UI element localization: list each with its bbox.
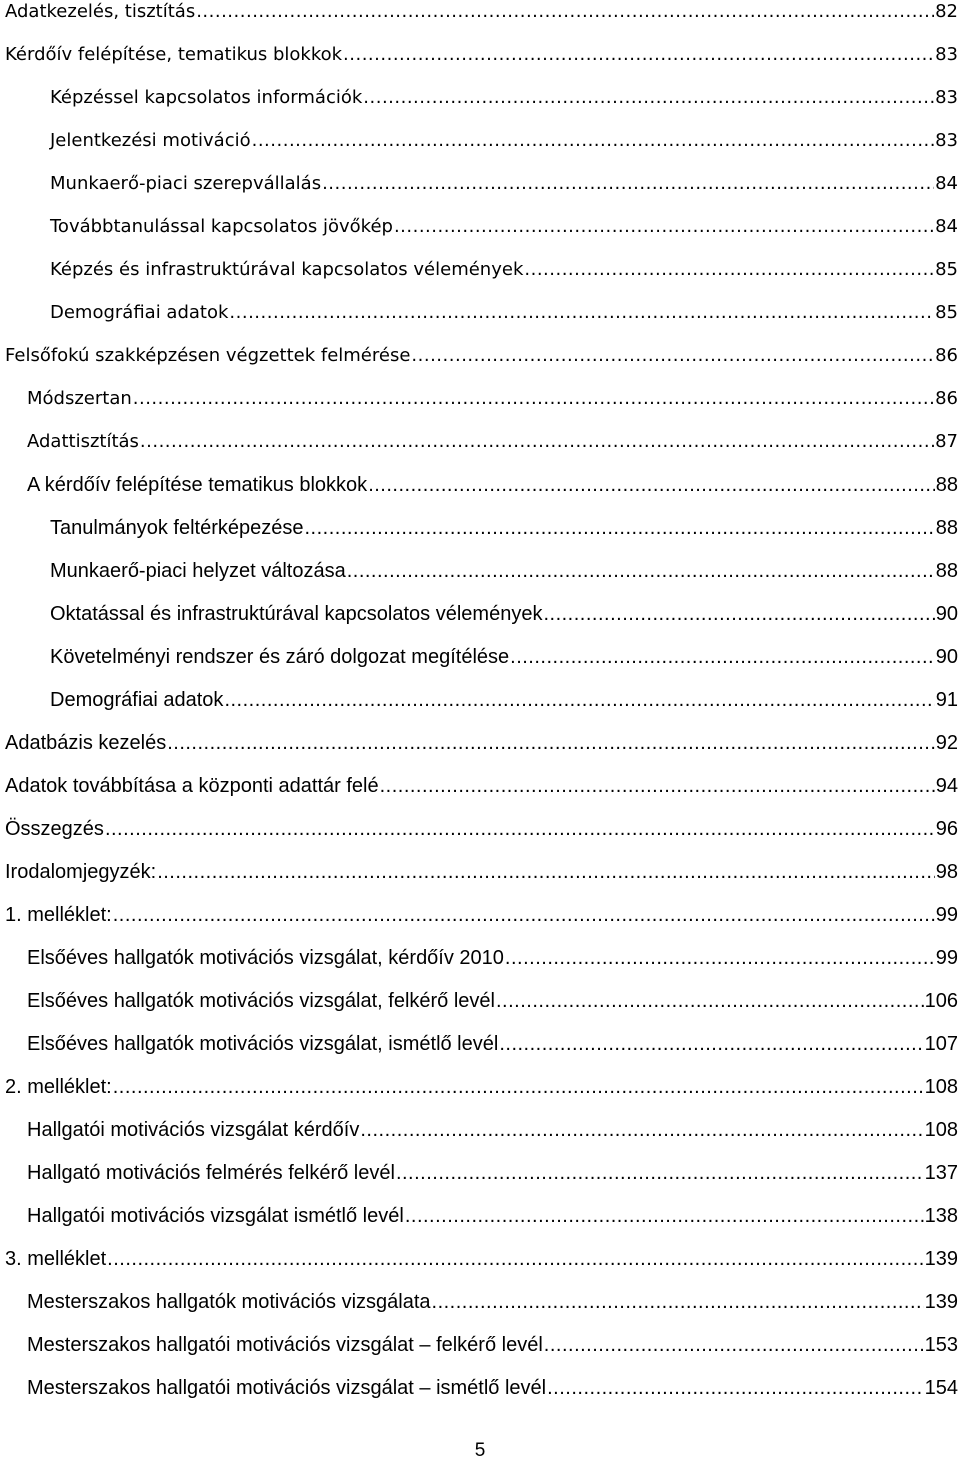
dot-leader [229, 298, 934, 328]
page-number: 5 [474, 1440, 486, 1461]
dot-leader [496, 986, 924, 1016]
dot-leader [224, 685, 934, 715]
dot-leader [167, 728, 935, 758]
toc-entry-title: Módszertan [27, 388, 132, 409]
toc-entry[interactable] [0, 1330, 960, 1360]
toc-entry[interactable] [0, 728, 960, 758]
dot-leader [543, 599, 934, 629]
dot-leader [113, 1072, 924, 1102]
dot-leader [157, 857, 935, 887]
toc-entry-title: Mesterszakos hallgatói motivációs vizsgálat – felkérő levél [27, 1334, 543, 1356]
toc-entry[interactable] [0, 126, 960, 156]
toc-entry-title: Adattisztítás [27, 431, 139, 452]
toc-entry[interactable] [0, 298, 960, 328]
dot-leader [380, 771, 935, 801]
dot-leader [304, 513, 934, 543]
dot-leader [396, 1158, 924, 1188]
toc-entry-title: Hallgatói motivációs vizsgálat kérdőív [27, 1119, 360, 1141]
toc-entry-title: Hallgató motivációs felmérés felkérő levél [27, 1162, 395, 1184]
toc-entry[interactable] [0, 900, 960, 930]
toc-entry-title: Összegzés [5, 818, 104, 840]
toc-entry-title: 1. melléklet: [5, 904, 112, 926]
toc-entry-page: 138 [924, 1205, 958, 1227]
dot-leader [113, 900, 935, 930]
toc-entry[interactable] [0, 427, 960, 457]
toc-entry[interactable] [0, 857, 960, 887]
toc-entry-page: 86 [935, 388, 958, 409]
toc-entry-page: 137 [924, 1162, 958, 1184]
toc-entry-title: Adatbázis kezelés [5, 732, 167, 754]
toc-entry-page: 90 [935, 646, 958, 668]
dot-leader [524, 255, 934, 285]
toc-entry-page: 98 [935, 861, 958, 883]
toc-entry[interactable] [0, 1201, 960, 1231]
toc-entry-title: Elsőéves hallgatók motivációs vizsgálat, ismétlő levél [27, 1033, 499, 1055]
toc-entry[interactable] [0, 0, 960, 27]
toc-entry[interactable] [0, 513, 960, 543]
toc-entry-page: 83 [935, 130, 958, 151]
dot-leader [363, 83, 934, 113]
toc-entry[interactable] [0, 1029, 960, 1059]
toc-entry-title: Tanulmányok feltérképezése [50, 517, 304, 539]
dot-leader [544, 1330, 924, 1360]
toc-entry-page: 106 [924, 990, 958, 1012]
toc-entry[interactable] [0, 599, 960, 629]
dot-leader [107, 1244, 923, 1274]
toc-entry-page: 91 [935, 689, 958, 711]
toc-entry-page: 154 [924, 1377, 958, 1399]
toc-entry-title: Képzéssel kapcsolatos információk [50, 87, 363, 108]
toc-entry-page: 88 [935, 560, 958, 582]
toc-entry-page: 107 [924, 1033, 958, 1055]
toc-entry[interactable] [0, 1115, 960, 1145]
dot-leader [432, 1287, 924, 1317]
toc-entry[interactable] [0, 814, 960, 844]
dot-leader [343, 40, 934, 70]
dot-leader [133, 384, 934, 414]
dot-leader [368, 470, 935, 500]
dot-leader [196, 0, 934, 27]
toc-entry-page: 84 [935, 216, 958, 237]
toc-entry-page: 99 [935, 947, 958, 969]
toc-entry[interactable] [0, 1072, 960, 1102]
dot-leader [505, 943, 935, 973]
toc-entry-title: Felsőfokú szakképzésen végzettek felmérése [5, 345, 411, 366]
toc-entry-title: 2. melléklet: [5, 1076, 112, 1098]
toc-entry-page: 90 [935, 603, 958, 625]
dot-leader [140, 427, 934, 457]
toc-entry-title: Demográfiai adatok [50, 302, 229, 323]
toc-entry[interactable] [0, 642, 960, 672]
toc-entry[interactable] [0, 556, 960, 586]
dot-leader [105, 814, 935, 844]
toc-entry[interactable] [0, 1158, 960, 1188]
dot-leader [405, 1201, 924, 1231]
toc-entry-page: 94 [935, 775, 958, 797]
toc-entry-title: Elsőéves hallgatók motivációs vizsgálat, felkérő levél [27, 990, 495, 1012]
dot-leader [347, 556, 935, 586]
toc-entry[interactable] [0, 1287, 960, 1317]
toc-entry[interactable] [0, 40, 960, 70]
toc-entry-title: Oktatással és infrastruktúrával kapcsolatos vélemények [50, 603, 543, 625]
toc-entry-page: 96 [935, 818, 958, 840]
toc-entry-page: 83 [935, 44, 958, 65]
toc-entry-page: 153 [924, 1334, 958, 1356]
toc-entry[interactable] [0, 341, 960, 371]
toc-entry-title: Mesterszakos hallgatói motivációs vizsgálat – ismétlő levél [27, 1377, 547, 1399]
toc-entry-title: Elsőéves hallgatók motivációs vizsgálat, kérdőív 2010 [27, 947, 504, 969]
toc-entry[interactable] [0, 384, 960, 414]
toc-entry[interactable] [0, 943, 960, 973]
toc-entry-page: 82 [935, 1, 958, 22]
dot-leader [252, 126, 934, 156]
dot-leader [547, 1373, 924, 1403]
toc-entry-page: 85 [935, 259, 958, 280]
toc-entry-page: 99 [935, 904, 958, 926]
toc-entry[interactable] [0, 771, 960, 801]
dot-leader [394, 212, 934, 242]
toc-entry-title: Munkaerő-piaci helyzet változása [50, 560, 346, 582]
toc-entry-title: Hallgatói motivációs vizsgálat ismétlő levél [27, 1205, 404, 1227]
toc-entry-page: 88 [935, 474, 958, 496]
toc-entry-title: 3. melléklet [5, 1248, 107, 1270]
toc-entry[interactable] [0, 1373, 960, 1403]
dot-leader [499, 1029, 923, 1059]
toc-entry-page: 139 [924, 1291, 958, 1313]
toc-entry[interactable] [0, 470, 960, 500]
toc-entry-title: Adatok továbbítása a központi adattár felé [5, 775, 379, 797]
toc-entry[interactable] [0, 212, 960, 242]
toc-entry-page: 84 [935, 173, 958, 194]
toc-entry-title: Kérdőív felépítése, tematikus blokkok [5, 44, 343, 65]
toc-entry-page: 139 [924, 1248, 958, 1270]
toc-entry-title: Demográfiai adatok [50, 689, 224, 711]
toc-entry-page: 108 [924, 1076, 958, 1098]
toc-entry-title: Jelentkezési motiváció [50, 130, 251, 151]
toc-entry[interactable] [0, 986, 960, 1016]
toc-entry[interactable] [0, 169, 960, 199]
toc-entry-title: Mesterszakos hallgatók motivációs vizsgálata [27, 1291, 431, 1313]
dot-leader [510, 642, 935, 672]
toc-entry-title: Követelményi rendszer és záró dolgozat megítélése [50, 646, 510, 668]
toc-entry-page: 83 [935, 87, 958, 108]
toc-entry-page: 87 [935, 431, 958, 452]
toc-entry-title: Továbbtanulással kapcsolatos jövőkép [50, 216, 393, 237]
toc-entry-page: 86 [935, 345, 958, 366]
toc-entry-page: 92 [935, 732, 958, 754]
toc-entry[interactable] [0, 83, 960, 113]
toc-entry[interactable] [0, 1244, 960, 1274]
toc-entry-title: Munkaerő-piaci szerepvállalás [50, 173, 322, 194]
toc-entry-page: 108 [924, 1119, 958, 1141]
dot-leader [322, 169, 934, 199]
dot-leader [411, 341, 934, 371]
toc-entry-title: A kérdőív felépítése tematikus blokkok [27, 474, 368, 496]
dot-leader [360, 1115, 923, 1145]
toc-entry[interactable] [0, 685, 960, 715]
toc-entry-title: Irodalomjegyzék: [5, 861, 157, 883]
toc-entry-title: Adatkezelés, tisztítás [5, 1, 196, 22]
toc-entry-page: 88 [935, 517, 958, 539]
toc-entry-title: Képzés és infrastruktúrával kapcsolatos vélemények [50, 259, 524, 280]
toc-entry-page: 85 [935, 302, 958, 323]
toc-entry[interactable] [0, 255, 960, 285]
